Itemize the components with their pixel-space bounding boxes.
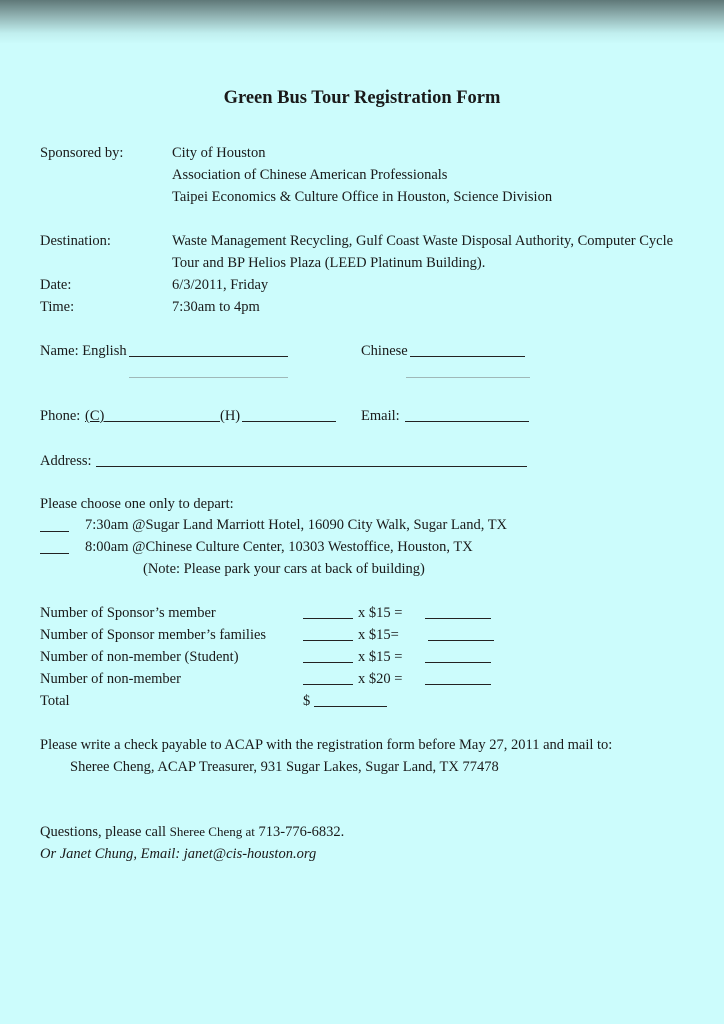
name-english-field[interactable] [129,356,288,357]
depart-option-checkbox[interactable] [40,531,69,532]
phone-home-label: (H) [220,408,241,424]
fee-price: x $15 = [358,649,403,665]
address-field[interactable] [96,466,527,467]
top-shading [0,0,724,44]
sponsor-line: Taipei Economics & Culture Office in Houston, Science Division [172,189,553,205]
fee-total-label: Total [40,693,70,709]
time-value: 7:30am to 4pm [172,299,260,315]
fee-row-label: Number of non-member [40,671,181,687]
phone-home-field[interactable] [242,421,336,422]
destination-line: Waste Management Recycling, Gulf Coast Waste Disposal Authority, Computer Cycle [172,233,674,249]
destination-line: Tour and BP Helios Plaza (LEED Platinum Building). [172,255,486,271]
chinese-name-label: Chinese [361,343,408,359]
phone-cell-label: (C) [85,408,105,424]
contact-name: Sheree Cheng at [169,824,255,839]
depart-note: (Note: Please park your cars at back of building) [143,561,425,577]
date-value: 6/3/2011, Friday [172,277,269,293]
fee-price: x $15= [358,627,399,643]
fee-price: x $15 = [358,605,403,621]
email-field[interactable] [405,421,529,422]
payment-address: Sheree Cheng, ACAP Treasurer, 931 Sugar Lakes, Sugar Land, TX 77478 [70,759,499,775]
chinese-name-field-line2[interactable] [406,377,530,378]
fee-row-label: Number of Sponsor’s member [40,605,216,621]
phone-cell-field[interactable] [104,421,220,422]
time-label: Time: [40,299,75,315]
contact-text: Questions, please call [40,824,167,840]
depart-heading: Please choose one only to depart: [40,496,234,512]
chinese-name-field[interactable] [410,356,525,357]
sponsored-label: Sponsored by: [40,145,124,161]
depart-option-checkbox[interactable] [40,553,69,554]
name-english-label: Name: English [40,343,127,359]
fee-count-field[interactable] [303,662,353,663]
fee-amount-field[interactable] [425,662,491,663]
fee-total-field[interactable] [314,706,387,707]
name-english-field-line2[interactable] [129,377,288,378]
fee-count-field[interactable] [303,640,353,641]
sponsor-line: City of Houston [172,145,266,161]
destination-label: Destination: [40,233,111,249]
fee-count-field[interactable] [303,618,353,619]
form-title: Green Bus Tour Registration Form [223,88,501,108]
depart-option: 7:30am @Sugar Land Marriott Hotel, 16090 City Walk, Sugar Land, TX [85,517,508,533]
email-label: Email: [361,408,400,424]
date-label: Date: [40,277,72,293]
phone-label: Phone: [40,408,81,424]
fee-count-field[interactable] [303,684,353,685]
fee-row-label: Number of Sponsor member’s families [40,627,267,643]
fee-total-symbol: $ [303,693,311,709]
fee-row-label: Number of non-member (Student) [40,649,239,665]
sponsor-line: Association of Chinese American Professionals [172,167,448,183]
fee-amount-field[interactable] [428,640,494,641]
contact-line1 [40,823,344,841]
address-label: Address: [40,453,92,469]
fee-price: x $20 = [358,671,403,687]
contact-phone: 713-776-6832. [258,824,345,840]
fee-amount-field[interactable] [425,618,491,619]
fee-amount-field[interactable] [425,684,491,685]
contact-line2: Or Janet Chung, Email: janet@cis-houston.org [40,846,317,862]
depart-option: 8:00am @Chinese Culture Center, 10303 Westoffice, Houston, TX [85,539,473,555]
payment-instruction: Please write a check payable to ACAP with the registration form before May 27, 2011 and mail to: [40,737,613,753]
